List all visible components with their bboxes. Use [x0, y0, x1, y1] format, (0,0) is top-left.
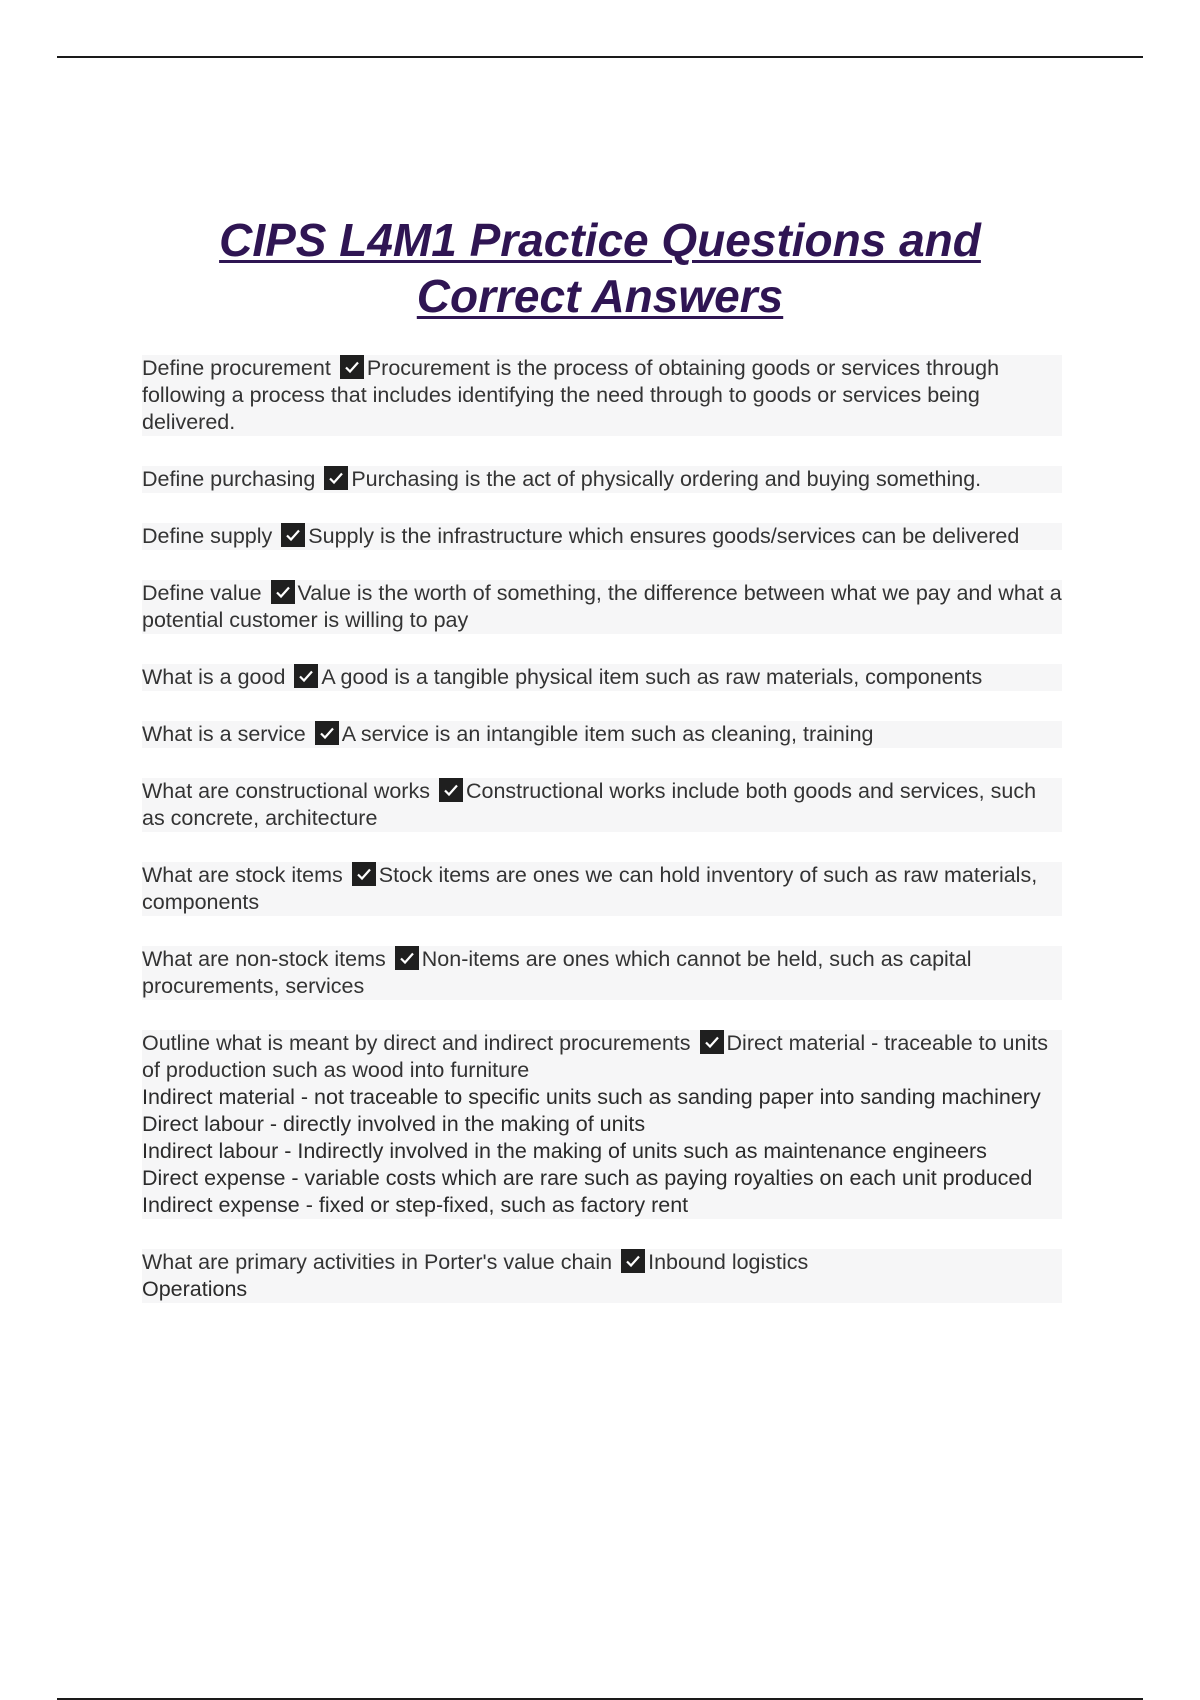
answer-text: Stock items are ones we can hold inventory of such as raw materials, components: [142, 863, 1038, 914]
qa-item: [142, 1249, 1062, 1303]
qa-item: [142, 466, 1062, 493]
answer-line: Direct expense - variable costs which are rare such as paying royalties on each unit produced: [142, 1166, 1033, 1190]
answer-line: Indirect expense - fixed or step-fixed, such as factory rent: [142, 1193, 689, 1217]
qa-item: [142, 721, 1062, 748]
checkmark-box-icon: [324, 466, 348, 490]
qa-item: [142, 862, 1062, 916]
answer-line: Indirect material - not traceable to specific units such as sanding paper into sanding machinery: [142, 1085, 1041, 1109]
qa-item: [142, 778, 1062, 832]
answer-line: Indirect labour - Indirectly involved in the making of units such as maintenance engineers: [142, 1139, 987, 1163]
qa-item: [142, 946, 1062, 1000]
answer-text: Supply is the infrastructure which ensures goods/services can be delivered: [308, 524, 1020, 548]
answer-line: Direct labour - directly involved in the making of units: [142, 1112, 646, 1136]
question-text: Define supply: [142, 524, 273, 548]
title-line-2: Correct Answers: [416, 270, 784, 322]
checkmark-box-icon: [281, 523, 305, 547]
answer-text: Non-items are ones which cannot be held, such as capital procurements, services: [142, 947, 972, 998]
checkmark-box-icon: [352, 862, 376, 886]
qa-list: [142, 355, 1062, 1333]
qa-item: [142, 664, 1062, 691]
question-text: What are stock items: [142, 863, 343, 887]
question-text: Outline what is meant by direct and indirect procurements: [142, 1031, 691, 1055]
checkmark-box-icon: [271, 580, 295, 604]
answer-text: Inbound logistics: [648, 1250, 809, 1274]
question-text: What are constructional works: [142, 779, 430, 803]
top-rule: [57, 56, 1143, 58]
checkmark-box-icon: [315, 721, 339, 745]
question-text: Define value: [142, 581, 262, 605]
question-text: What are primary activities in Porter's value chain: [142, 1250, 613, 1274]
question-text: What is a service: [142, 722, 306, 746]
answer-text: Value is the worth of something, the difference between what we pay and what a potential customer is willing to pay: [142, 581, 1062, 632]
answer-text: Procurement is the process of obtaining goods or services through following a process that includes identifying the need through to goods or services being delivered.: [142, 356, 1000, 434]
title-line-1: CIPS L4M1 Practice Questions and: [219, 214, 981, 266]
answer-text: A good is a tangible physical item such as raw materials, components: [321, 665, 983, 689]
answer-text: Purchasing is the act of physically ordering and buying something.: [351, 467, 982, 491]
answer-text: Direct material - traceable to units of production such as wood into furniture: [142, 1031, 1048, 1082]
checkmark-box-icon: [294, 664, 318, 688]
checkmark-box-icon: [439, 778, 463, 802]
qa-item: [142, 580, 1062, 634]
checkmark-box-icon: [700, 1030, 724, 1054]
question-text: What is a good: [142, 665, 286, 689]
question-text: What are non-stock items: [142, 947, 386, 971]
qa-item: [142, 355, 1062, 436]
document-title: [0, 212, 1200, 324]
answer-line: Operations: [142, 1277, 248, 1301]
qa-item: [142, 523, 1062, 550]
checkmark-box-icon: [340, 355, 364, 379]
answer-text: Constructional works include both goods and services, such as concrete, architecture: [142, 779, 1037, 830]
qa-item: [142, 1030, 1062, 1219]
checkmark-box-icon: [395, 946, 419, 970]
answer-text: A service is an intangible item such as cleaning, training: [341, 722, 874, 746]
question-text: Define procurement: [142, 356, 331, 380]
checkmark-box-icon: [621, 1249, 645, 1273]
question-text: Define purchasing: [142, 467, 316, 491]
